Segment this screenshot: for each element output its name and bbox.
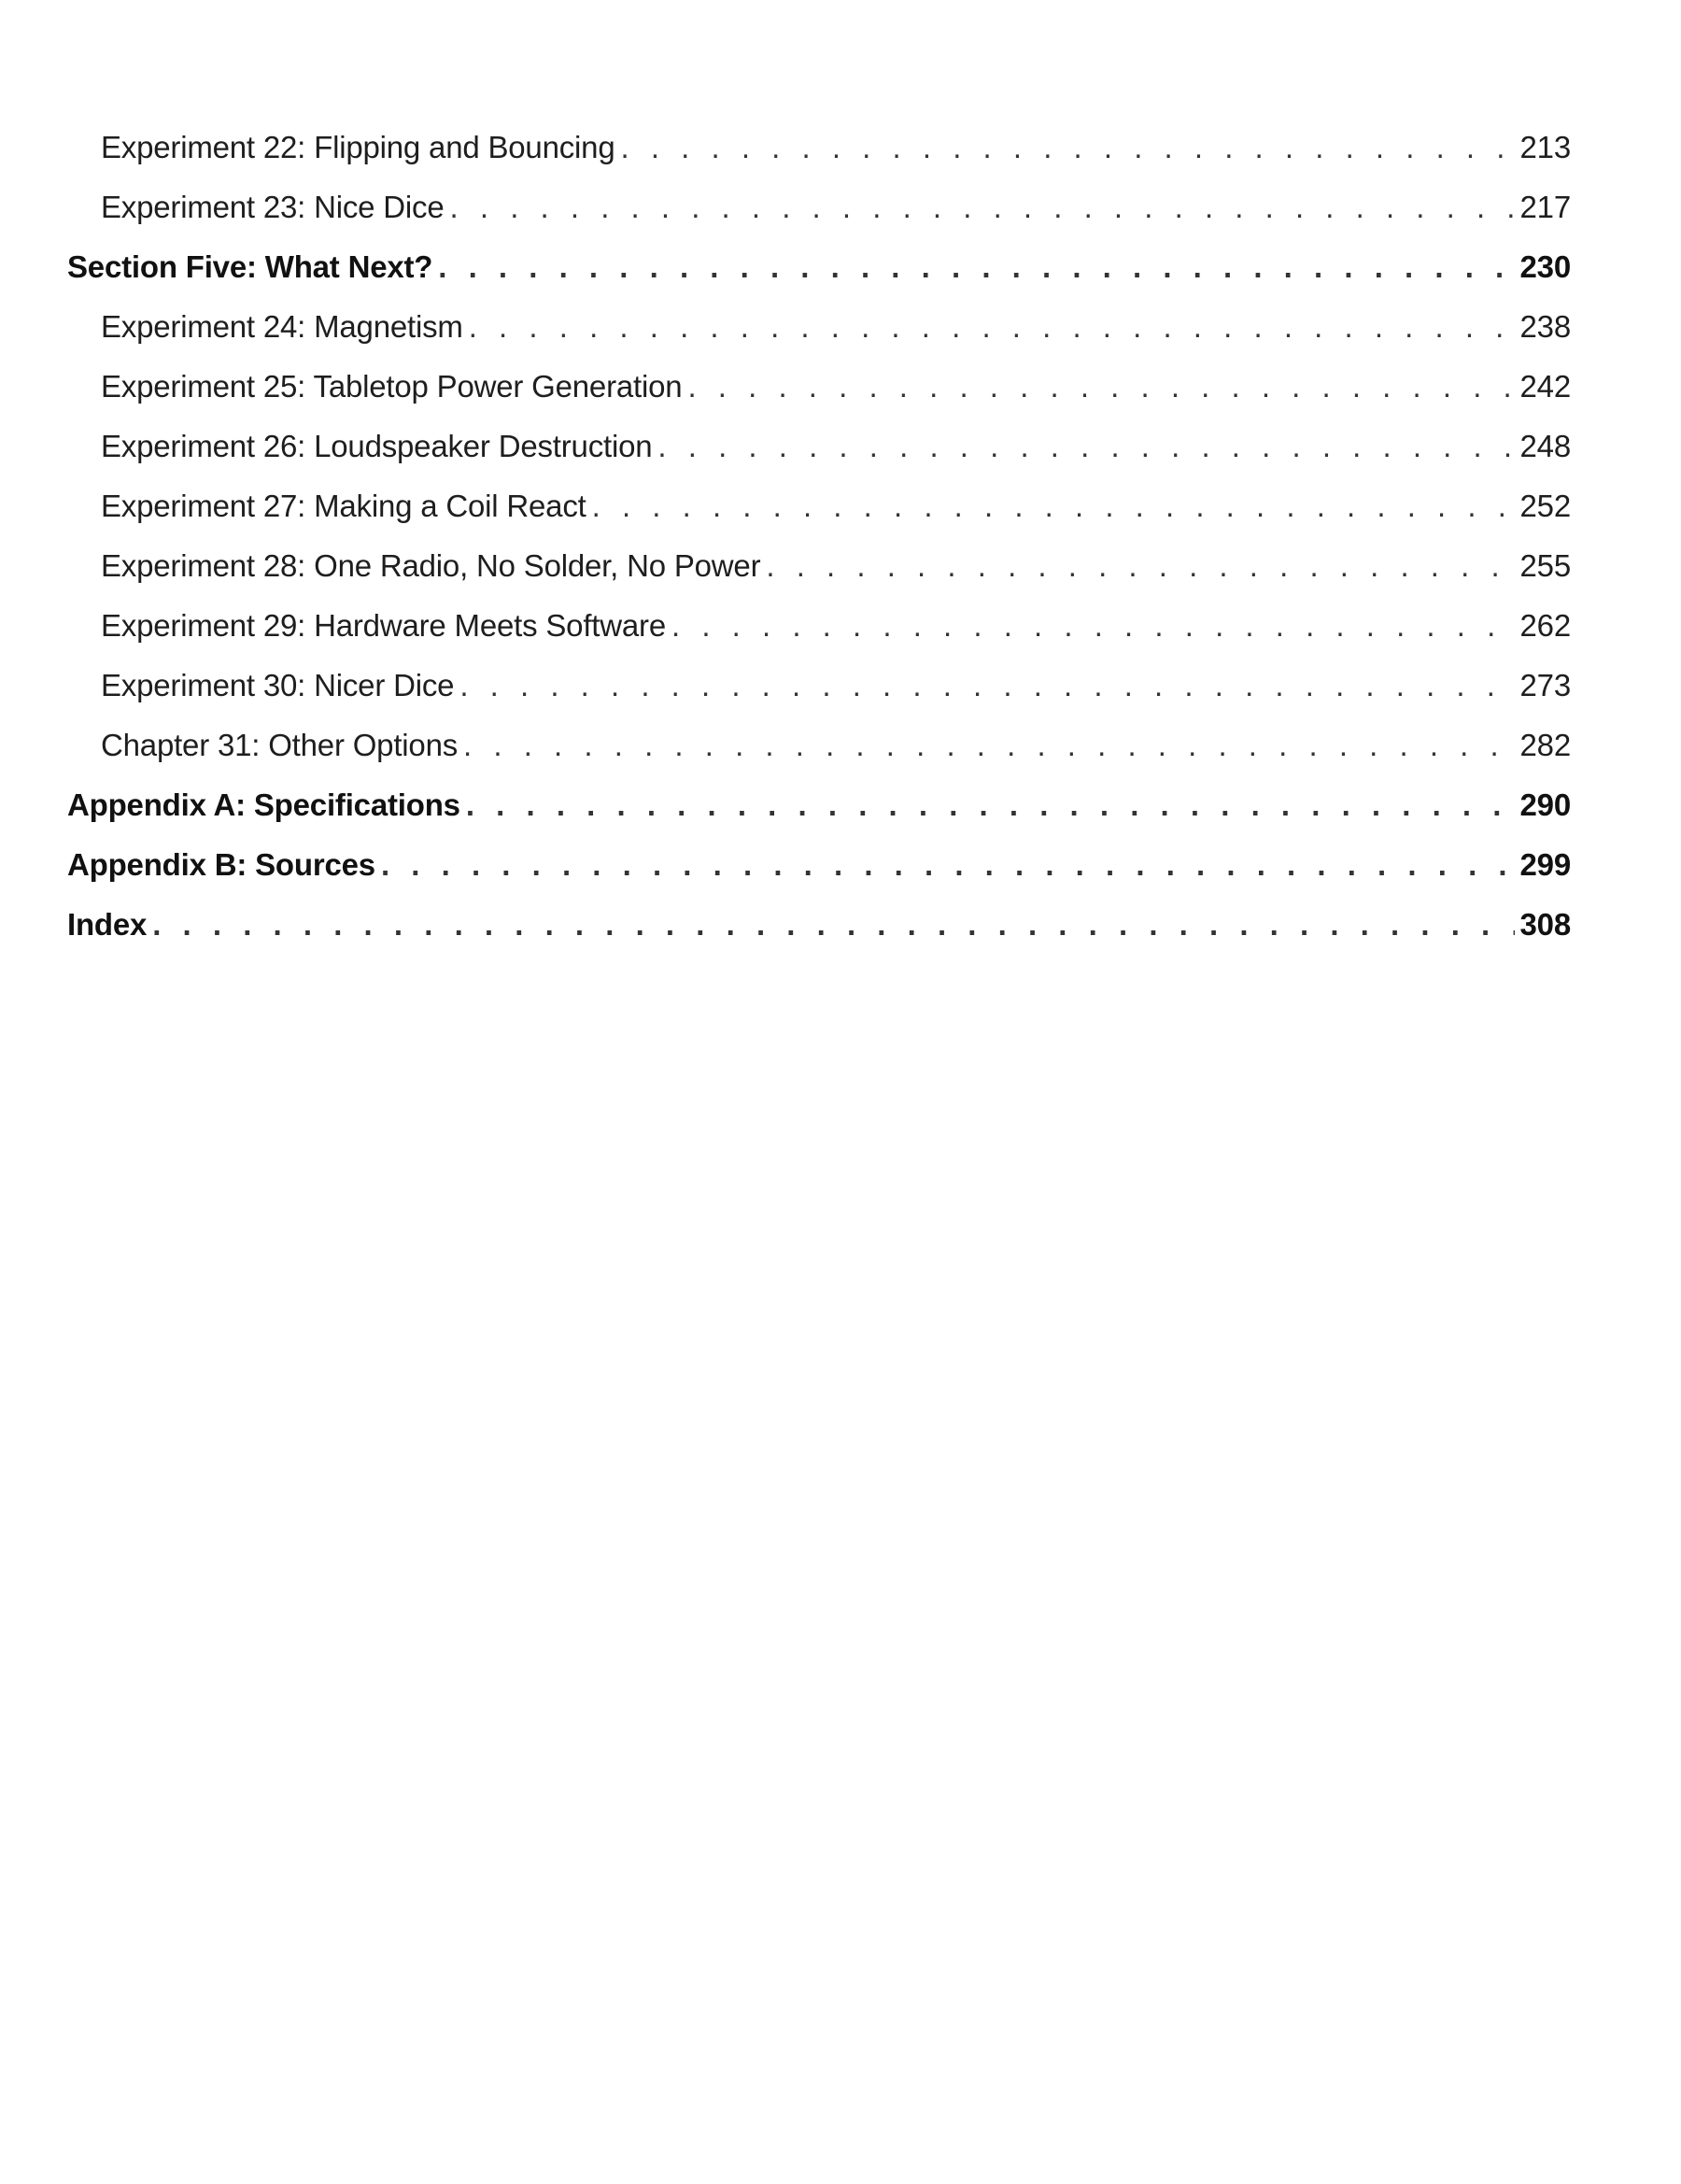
- toc-entry[interactable]: [67, 177, 1571, 237]
- toc-entry-title: Appendix A: Specifications: [67, 787, 460, 822]
- dot-leader: [620, 118, 1514, 177]
- toc-entry-title: Experiment 29: Hardware Meets Software: [101, 608, 666, 643]
- toc-entry-title: Experiment 28: One Radio, No Solder, No Power: [101, 548, 761, 583]
- toc-entry-page-number: 273: [1519, 668, 1571, 702]
- toc-entry-page-number: 217: [1519, 190, 1571, 224]
- dot-leader: [459, 656, 1514, 716]
- toc-entry[interactable]: [67, 536, 1571, 596]
- toc-entry[interactable]: [67, 357, 1571, 417]
- toc-entry-page-number: 242: [1519, 369, 1571, 404]
- toc-entry-page-number: 248: [1519, 429, 1571, 463]
- toc-entry-page-number: 282: [1519, 728, 1571, 762]
- toc-section-entry[interactable]: [67, 835, 1571, 895]
- dot-leader: [469, 297, 1515, 357]
- dot-leader: [592, 476, 1515, 536]
- dot-leader: [152, 895, 1514, 955]
- toc-entry-title: Index: [67, 907, 148, 942]
- table-of-contents: [67, 118, 1571, 955]
- toc-entry[interactable]: [67, 417, 1571, 476]
- dot-leader: [381, 835, 1515, 895]
- toc-entry-page-number: 255: [1519, 548, 1571, 583]
- toc-entry-page-number: 213: [1519, 130, 1571, 164]
- toc-entry-title: Experiment 25: Tabletop Power Generation: [101, 369, 683, 404]
- toc-section-entry[interactable]: [67, 775, 1571, 835]
- toc-entry-title: Experiment 30: Nicer Dice: [101, 668, 455, 702]
- toc-entry[interactable]: [67, 656, 1571, 716]
- toc-entry-title: Experiment 24: Magnetism: [101, 309, 463, 344]
- dot-leader: [466, 775, 1515, 835]
- toc-section-entry[interactable]: [67, 895, 1571, 955]
- toc-entry-page-number: 290: [1519, 787, 1571, 822]
- toc-entry-page-number: 308: [1519, 907, 1571, 942]
- toc-entry[interactable]: [67, 596, 1571, 656]
- toc-entry-title: Experiment 22: Flipping and Bouncing: [101, 130, 615, 164]
- toc-entry-page-number: 230: [1519, 249, 1571, 284]
- toc-entry-title: Chapter 31: Other Options: [101, 728, 459, 762]
- dot-leader: [450, 177, 1515, 237]
- toc-entry-page-number: 252: [1519, 489, 1571, 523]
- toc-entry-page-number: 299: [1519, 847, 1571, 882]
- toc-entry-title: Experiment 23: Nice Dice: [101, 190, 445, 224]
- toc-entry-page-number: 238: [1519, 309, 1571, 344]
- dot-leader: [766, 536, 1514, 596]
- toc-entry[interactable]: [67, 476, 1571, 536]
- toc-entry-title: Appendix B: Sources: [67, 847, 375, 882]
- toc-entry-title: Experiment 26: Loudspeaker Destruction: [101, 429, 653, 463]
- dot-leader: [671, 596, 1515, 656]
- toc-section-entry[interactable]: [67, 237, 1571, 297]
- toc-entry[interactable]: [67, 716, 1571, 775]
- toc-entry[interactable]: [67, 118, 1571, 177]
- toc-entry-page-number: 262: [1519, 608, 1571, 643]
- toc-entry[interactable]: [67, 297, 1571, 357]
- dot-leader: [687, 357, 1514, 417]
- toc-entry-title: Section Five: What Next?: [67, 249, 433, 284]
- dot-leader: [657, 417, 1514, 476]
- dot-leader: [463, 716, 1514, 775]
- dot-leader: [438, 237, 1514, 297]
- toc-entry-title: Experiment 27: Making a Coil React: [101, 489, 586, 523]
